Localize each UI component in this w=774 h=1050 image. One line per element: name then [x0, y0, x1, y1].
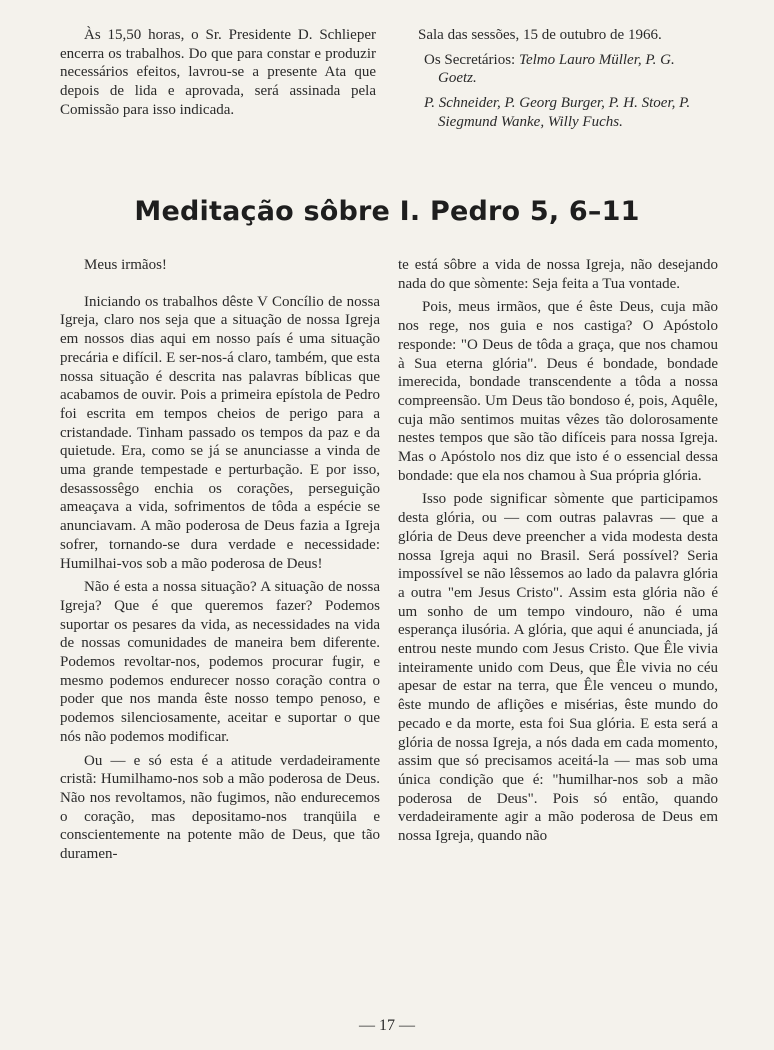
text-column-left: [60, 256, 380, 864]
paragraph: Ou — e só esta é a atitude verdadeiramente cristã: Humilhamo-nos sob a mão poderosa de Deus. Não nos revoltamos, não fugimos, não endurecemos o coração, mas depositamo-nos tranqüila e conscientemente na potente mão de Deus, que tão duramen-: [60, 752, 380, 863]
minutes-signatures: [418, 26, 716, 132]
minutes-closing-paragraph: Às 15,50 horas, o Sr. Presidente D. Schlieper encerra os trabalhos. Do que para constar e produzir necessários efeitos, lavrou-se a presente Ata que depois de lida e aprovada, será assinada pela Comissão para isso indicada.: [60, 27, 376, 118]
meditation-title: Meditação sôbre I. Pedro 5, 6–11: [134, 196, 640, 227]
minutes-closing: [60, 26, 376, 120]
signatories-names: P. Schneider, P. Georg Burger, P. H. Stoer, P. Siegmund Wanke, Willy Fuchs.: [424, 95, 691, 130]
secretaries-names: Telmo Lauro Müller, P. G. Goetz.: [438, 51, 675, 87]
session-date-line: Sala das sessões, 15 de outubro de 1966.: [418, 27, 662, 43]
text-column-right: [398, 256, 718, 846]
signatories-line: [418, 94, 716, 131]
page-number: — 17 —: [359, 1017, 415, 1034]
paragraph: Não é esta a nossa situação? A situação de nossa Igreja? Que é que queremos fazer? Podemos suportar os pesares da vida, as necessidades na vida de nossas comunidades de maneira bem diferente. Podemos revoltar-nos, podemos procurar fugir, e mesmo podemos endurecer nosso coração contra o poder que nos manda êste nosso tempo penoso, e podemos silenciosamente, aceitar e suportar o que nós não podemos modificar.: [60, 579, 380, 745]
greeting: Meus irmãos!: [84, 257, 167, 273]
paragraph: Iniciando os trabalhos dêste V Concílio de nossa Igreja, claro nos seja que a situação de nossa Igreja em nossos dias aqui em nosso país é uma situação precária e difícil. E ser-nos-á claro, também, que esta nossa situação é descrita nas palavras bíblicas que acabamos de ouvir. Pois a primeira epístola de Pedro foi escrita em tempos cheios de perigo para a cristandade. Tinham passado os tempos da paz e da quietude. Era, como se já se anunciasse a vinda de uma grande tempestade e perturbação. E por isso, desassossêgo enchia os corações, perseguição ameaçava a vida, sofrimentos de tôda a espécie se anunciavam. A mão poderosa de Deus fazia a Igreja sofrer, tornando-se dura verdade e necessidade: Humilhai-vos sob a mão poderosa de Deus!: [60, 293, 380, 572]
paragraph: Pois, meus irmãos, que é êste Deus, cuja mão nos rege, nos guia e nos castiga? O Apóstolo responde: "O Deus de tôda a graça, que nos chamou à Sua eterna glória". Deus é bondade, bondade imerecida, bondade transcendente a tôda a nossa compreensão. Um Deus tão bondoso é, pois, Aquêle, cuja mão sentimos muitas vêzes tão dolorosamente nestes tempos que são tão difíceis para nossa Igreja. Mas o Apóstolo nos diz que isto é o essencial dessa bondade: que ela nos chamou à Sua própria glória.: [398, 299, 718, 484]
secretaries-line: [418, 51, 716, 88]
paragraph: Isso pode significar sòmente que participamos desta glória, ou — com outras palavras — que a glória de Deus deve preencher a vida modesta desta nossa Igreja aqui no Brasil. Será possível? Seria impossível se não lêssemos ao lado da palavra glória a outra "em Jesus Cristo". Assim esta glória não é um sonho de um tempo vindouro, não é uma esperança ilusória. A glória, que aqui é anunciada, já entrou neste mundo com Jesus Cristo. Que Êle vivia inteiramente unido com Deus, que Êle vivia no céu apesar de estar na terra, que Êle venceu o mundo, êste mundo de aflições e misérias, êste mundo do pecado e da morte, esta foi Sua glória. E esta será a glória de nossa Igreja, a nós dada em cada momento, assim que só precisamos aceitá-la — mas sob uma única condição que é: "humilhar-nos sob a mão poderosa de Deus". Pois só então, quando verdadeiramente agir a mão poderosa de Deus em nossa Igreja, quando não: [398, 491, 718, 845]
secretaries-label: Os Secretários:: [424, 51, 516, 68]
paragraph: te está sôbre a vida de nossa Igreja, não desejando nada do que sòmente: Seja feita a Tua vontade.: [398, 257, 718, 292]
